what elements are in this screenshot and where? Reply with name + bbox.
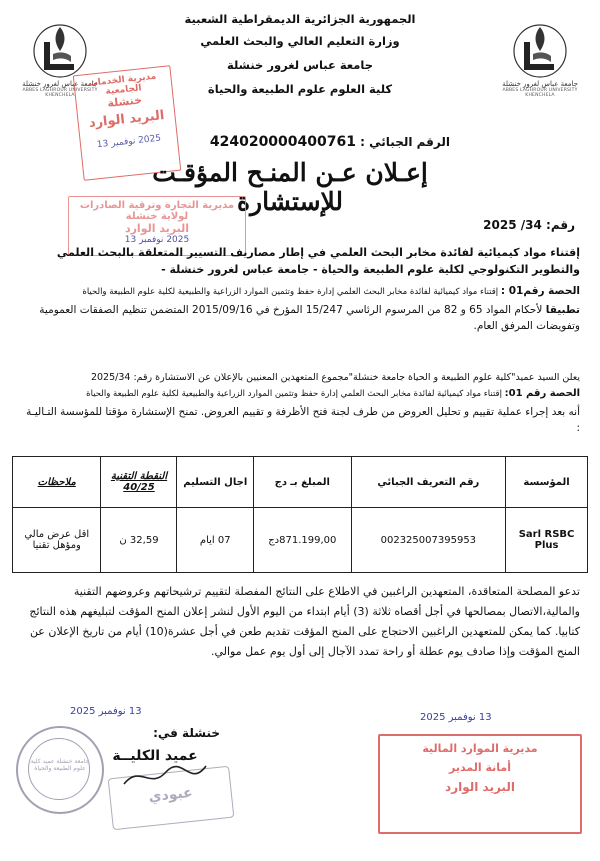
col-technical-header-a: النقطة التقنية [110, 471, 168, 482]
commerce-stamp-line1: مديرية التجارة وترقية الصادرات [79, 200, 235, 211]
university-name-ar: جامعة عباس لغرور خنشلة [22, 80, 98, 88]
invitation-text: تدعو المصلحة المتعاقدة، المتعهدين الراغبين في الاطلاع على النتائج المفصلة لتقييم ترشيحاتهم وعروضهم التقنية والمالية،الاتصال بمصالحها في أجل أقصاه ثلاثة (3) أيام ابتداء من اليوم الأول لنشر إعلان المنح المؤقت لتبليغهم هذه النتائج كتابيا. كما يمكن للمتعهدين الراغبين الاحتجاج على المنح المؤقت تقديم طعن في أجل عشرة(10) أيام من تاريخ الإعلان عن المنح المؤقت وإذا صادف يوم عطلة أو راحة تمدد الآجال إلى أول يوم عمل موالي. [29, 585, 580, 658]
lot-1-text: إقتناء مواد كيميائية لفائدة مخابر البحث العلمي إدارة حفظ وتثمين الموارد الزراعية والطبيعية لكلية علوم الطبيعة والحياة [82, 287, 499, 297]
received-stamp-date: 2025 نوفمبر 13 [96, 133, 162, 151]
col-amount-header: المبلغ بـ دج [254, 457, 352, 508]
cell-amount: 871.199,00دج [254, 508, 352, 573]
tax-id-value: 424020000400761 [209, 134, 356, 150]
dean-title: عميد الكليــة [112, 748, 198, 764]
cell-delivery: 07 ايام [177, 508, 254, 573]
table-row [13, 508, 588, 573]
finance-stamp-line3: البريد الوارد [445, 780, 515, 794]
cell-technical: 32,59 ن [101, 508, 177, 573]
cell-tax-id: 002325007395953 [351, 508, 506, 573]
cell-company: Sarl RSBC Plus [506, 508, 588, 573]
page-title: إعـلان عـن المنـح المؤقـت للإستشارة [152, 158, 428, 216]
evaluation-text: أنه بعد إجراء عملية تقييم و تحليل العروض من طرف لجنة فتح الأظرفة و تقييم العروض. تمنح الإستشارة مؤقتا للمؤسسة التـاليـة : [26, 406, 580, 434]
header-ministry: وزارة التعليم العالي والبحث العلمي [200, 34, 400, 48]
legal-basis [20, 302, 580, 334]
lot-1-repeat-text: إقتناء مواد كيميائية لفائدة مخابر البحث العلمي إدارة حفظ وتثمين الموارد الزراعية والطبيعية لكلية علوم الطبيعة والحياة [86, 389, 502, 399]
commerce-stamp-line3: البريد الوارد [124, 222, 190, 235]
received-stamp-line1: مديرية الخدمات الجامعية [88, 71, 157, 98]
col-notes-header: ملاحظات [13, 457, 101, 508]
lot-1-label: الحصة رقم01 : [500, 285, 580, 297]
university-logo-right [500, 22, 580, 98]
commerce-stamp-date: 2025 نوفمبر 13 [124, 235, 190, 245]
announcement: يعلن السيد عميد"كلية علوم الطبيعة و الحياة جامعة خنشلة"مجموع المتعهدين المعنيين بالإعلان عن الاستشارة رقم: 2025/34 [90, 372, 580, 383]
received-stamp-line3: البريد الوارد [88, 108, 166, 131]
received-stamp-line2: خنشلة [106, 93, 143, 110]
official-seal [16, 726, 104, 814]
table-header-row [13, 457, 588, 508]
reference-number: رقم: 34/ 2025 [483, 218, 575, 232]
legal-basis-text: لأحكام المواد 65 و 82 من المرسوم الرئاسي 15/247 المؤرخ في 2015/09/16 المتضمن تنظيم الصفقات العمومية وتفويضات المرفق العام. [39, 304, 580, 332]
date-stamp-middle: 13 نوفمبر 2025 [70, 706, 142, 717]
lot-1-repeat-label: الحصة رقم 01: [504, 388, 580, 399]
date-stamp-right: 13 نوفمبر 2025 [420, 712, 492, 723]
lot-1 [20, 284, 580, 299]
col-technical-header-b: 40/25 [123, 482, 155, 493]
header-university: جامعة عباس لغرور خنشلة [226, 58, 374, 72]
col-company-header: المؤسسة [506, 457, 588, 508]
tax-id [200, 134, 450, 150]
col-technical-header [101, 457, 177, 508]
university-name-ar: جامعة عباس لغرور خنشلة [502, 80, 578, 88]
seal-text: جامعة خنشلة عميد كلية علوم الطبيعة والحياة [30, 758, 90, 772]
signature-icon [120, 760, 210, 792]
finance-stamp-line1: مديرية الموارد المالية [422, 742, 538, 755]
signature-scribble [120, 760, 210, 792]
subject: إقتناء مواد كيميائية لفائدة مخابر البحث العلمي في إطار مصاريف التسيير المتعلقة بالبحث العلمي والتطوير التكنولوجي لكلية علوم الطبيعة والحياة - جامعة عباس لغرور خنشلة - [56, 246, 580, 276]
university-logo-icon [29, 22, 91, 80]
finance-stamp [378, 734, 582, 834]
university-name-en: ABBES LAGHROUR UNIVERSITY KHENCHELA [502, 88, 578, 98]
commerce-stamp-line2: لولاية خنشلة [125, 211, 189, 222]
results-table [12, 456, 588, 573]
legal-basis-bold: تطبيقا [545, 304, 580, 316]
col-delivery-header: اجال التسليم [177, 457, 254, 508]
header-faculty: كلية العلوم علوم الطبيعة والحياة [207, 82, 393, 96]
lot-1-repeat [20, 387, 580, 401]
university-logo-icon [509, 22, 571, 80]
tax-id-label: الرقم الجبائي : [360, 135, 450, 149]
finance-stamp-line2: أمانة المدير [449, 761, 511, 774]
cell-notes: اقل عرض مالي ومؤهل تقنيا [13, 508, 101, 573]
university-name-en: ABBES LAGHROUR UNIVERSITY KHENCHELA [22, 88, 98, 98]
dean-name: عبودي [147, 784, 194, 806]
signature-place: خنشلة في: [153, 726, 220, 740]
col-tax-id-header: رقم التعريف الجبائي [351, 457, 506, 508]
header-republic: الجمهورية الجزائرية الديمقراطية الشعبية [184, 12, 416, 26]
